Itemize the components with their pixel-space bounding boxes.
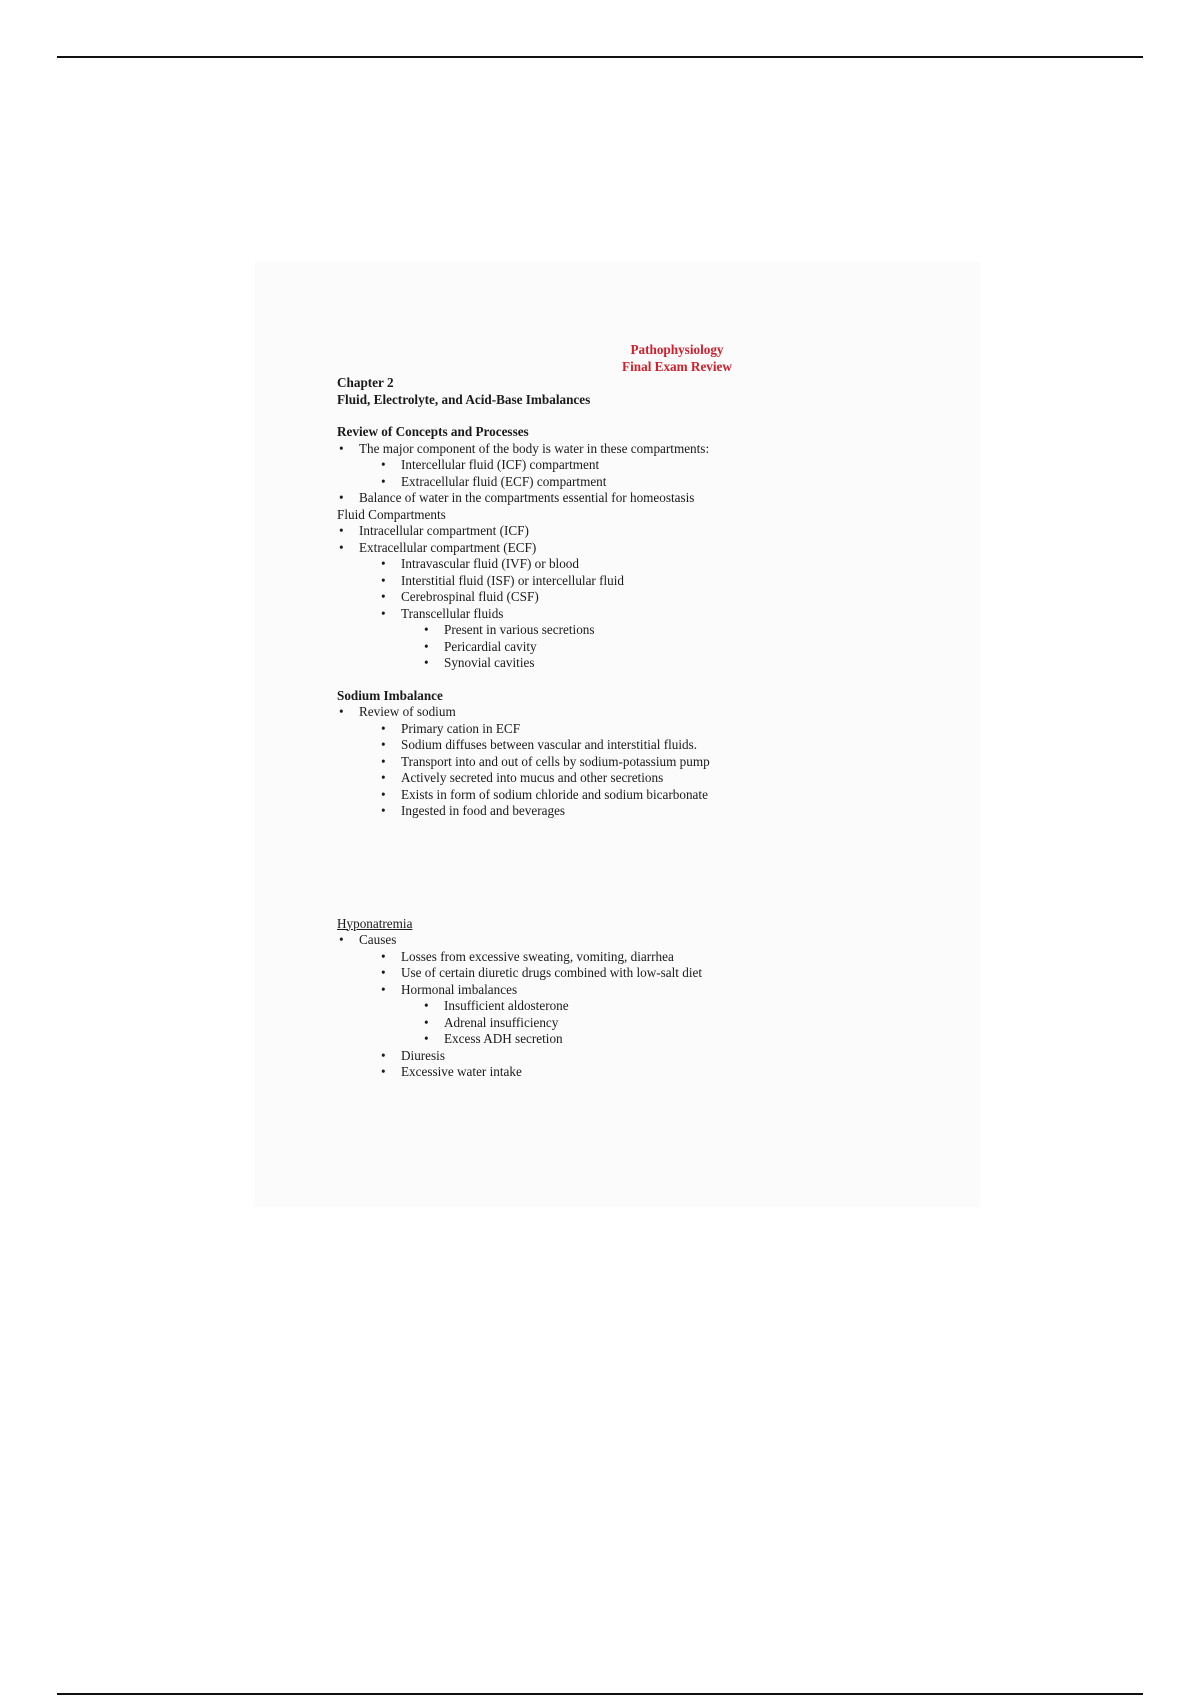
- list-item: • Losses from excessive sweating, vomiting, diarrhea: [379, 949, 897, 966]
- list-item: • Primary cation in ECF: [379, 721, 897, 738]
- list-item: • Cerebrospinal fluid (CSF): [379, 589, 897, 606]
- list-item: • The major component of the body is water in these compartments:: [337, 441, 897, 458]
- review-list: [337, 441, 897, 507]
- list-item: • Actively secreted into mucus and other secretions: [379, 770, 897, 787]
- list-item: • Causes: [337, 932, 897, 949]
- list-item: • Ingested in food and beverages: [379, 803, 897, 820]
- list-item: • Intravascular fluid (IVF) or blood: [379, 556, 897, 573]
- list-item: • Extracellular fluid (ECF) compartment: [379, 474, 897, 491]
- list-item: • Synovial cavities: [422, 655, 897, 672]
- hyponatremia-list: [337, 932, 897, 1081]
- list-item: • Review of sodium: [337, 704, 897, 721]
- list-item: • Pericardial cavity: [422, 639, 897, 656]
- chapter-title: Fluid, Electrolyte, and Acid-Base Imbalances: [337, 391, 591, 407]
- doc-title-line1: Pathophysiology: [630, 342, 724, 357]
- list-item: • Interstitial fluid (ISF) or intercellular fluid: [379, 573, 897, 590]
- list-item: • Present in various secretions: [422, 622, 897, 639]
- review-heading: Review of Concepts and Processes: [337, 424, 529, 439]
- list-item: • Insufficient aldosterone: [422, 998, 897, 1015]
- list-item: • Intercellular fluid (ICF) compartment: [379, 457, 897, 474]
- list-item: • Transcellular fluids: [379, 606, 897, 623]
- list-item: • Sodium diffuses between vascular and interstitial fluids.: [379, 737, 897, 754]
- fluid-list: [337, 523, 897, 672]
- list-item: • Extracellular compartment (ECF): [337, 540, 897, 557]
- document-content: [337, 342, 897, 1081]
- fluid-heading: Fluid Compartments: [337, 506, 446, 522]
- list-item: • Adrenal insufficiency: [422, 1015, 897, 1032]
- bottom-rule: [57, 1693, 1143, 1695]
- chapter-number: Chapter 2: [337, 375, 394, 390]
- sodium-list: [337, 704, 897, 820]
- list-item: • Balance of water in the compartments essential for homeostasis: [337, 490, 897, 507]
- list-item: • Use of certain diuretic drugs combined with low-salt diet: [379, 965, 897, 982]
- doc-title-line2: Final Exam Review: [622, 358, 732, 374]
- top-rule: [57, 56, 1143, 58]
- hyponatremia-heading: Hyponatremia: [337, 915, 413, 931]
- sodium-heading: Sodium Imbalance: [337, 687, 443, 703]
- list-item: • Excess ADH secretion: [422, 1031, 897, 1048]
- list-item: • Hormonal imbalances: [379, 982, 897, 999]
- list-item: • Excessive water intake: [379, 1064, 897, 1081]
- list-item: • Transport into and out of cells by sodium-potassium pump: [379, 754, 897, 771]
- list-item: • Intracellular compartment (ICF): [337, 523, 897, 540]
- list-item: • Diuresis: [379, 1048, 897, 1065]
- list-item: • Exists in form of sodium chloride and sodium bicarbonate: [379, 787, 897, 804]
